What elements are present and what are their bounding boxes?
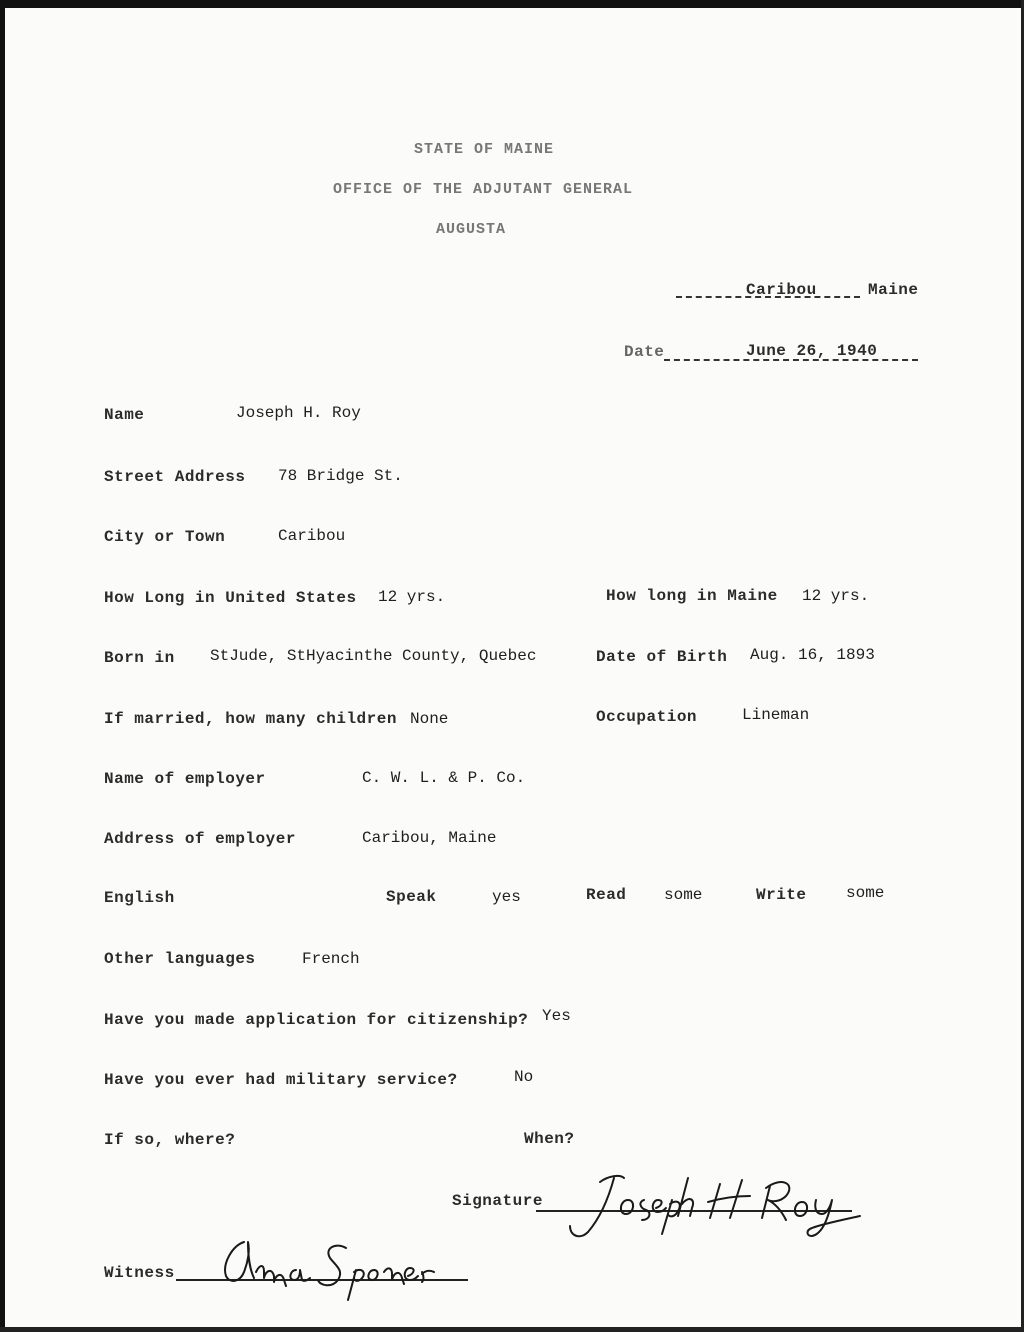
street-label: Street Address bbox=[104, 468, 246, 486]
place-city: Caribou bbox=[746, 281, 817, 299]
witness-handwriting bbox=[200, 1226, 460, 1306]
date-value: June 26, 1940 bbox=[746, 342, 878, 360]
scan-border-top bbox=[0, 0, 1024, 8]
military-label: Have you ever had military service? bbox=[104, 1071, 458, 1089]
speak-label: Speak bbox=[386, 888, 437, 906]
children-value: None bbox=[410, 710, 449, 728]
citizenship-value: Yes bbox=[542, 1007, 571, 1025]
children-label: If married, how many children bbox=[104, 710, 397, 728]
employer-address-label: Address of employer bbox=[104, 830, 296, 848]
scan-border-left bbox=[0, 0, 5, 1332]
city-value: Caribou bbox=[278, 527, 346, 545]
citizenship-label: Have you made application for citizenship? bbox=[104, 1011, 529, 1029]
read-value: some bbox=[664, 886, 703, 904]
us-years-value: 12 yrs. bbox=[378, 588, 446, 606]
write-value: some bbox=[846, 884, 885, 902]
maine-years-label: How long in Maine bbox=[606, 587, 778, 605]
occupation-value: Lineman bbox=[742, 706, 810, 724]
when-label: When? bbox=[524, 1130, 575, 1148]
dob-label: Date of Birth bbox=[596, 648, 728, 666]
military-value: No bbox=[514, 1068, 534, 1086]
header-office: OFFICE OF THE ADJUTANT GENERAL bbox=[333, 181, 634, 198]
english-label: English bbox=[104, 889, 175, 907]
read-label: Read bbox=[586, 886, 627, 904]
born-value: StJude, StHyacinthe County, Quebec bbox=[210, 647, 537, 665]
city-label: City or Town bbox=[104, 528, 226, 546]
employer-label: Name of employer bbox=[104, 770, 266, 788]
us-years-label: How Long in United States bbox=[104, 589, 357, 607]
maine-years-value: 12 yrs. bbox=[802, 587, 870, 605]
name-value: Joseph H. Roy bbox=[236, 404, 361, 422]
occupation-label: Occupation bbox=[596, 708, 698, 726]
write-label: Write bbox=[756, 886, 807, 904]
name-label: Name bbox=[104, 406, 145, 424]
witness-label: Witness bbox=[104, 1264, 175, 1282]
scan-border-bottom bbox=[0, 1327, 1024, 1332]
date-label: Date bbox=[624, 343, 665, 361]
speak-value: yes bbox=[492, 888, 521, 906]
signature-handwriting bbox=[548, 1160, 868, 1244]
dob-value: Aug. 16, 1893 bbox=[750, 646, 875, 664]
other-lang-label: Other languages bbox=[104, 950, 256, 968]
where-label: If so, where? bbox=[104, 1131, 236, 1149]
header-state: STATE OF MAINE bbox=[414, 141, 555, 158]
born-label: Born in bbox=[104, 649, 175, 667]
other-lang-value: French bbox=[302, 950, 360, 968]
signature-label: Signature bbox=[452, 1192, 543, 1210]
employer-value: C. W. L. & P. Co. bbox=[362, 769, 526, 787]
street-value: 78 Bridge St. bbox=[278, 467, 403, 485]
header-city: AUGUSTA bbox=[436, 221, 507, 238]
employer-address-value: Caribou, Maine bbox=[362, 829, 497, 847]
place-state: Maine bbox=[868, 281, 919, 299]
